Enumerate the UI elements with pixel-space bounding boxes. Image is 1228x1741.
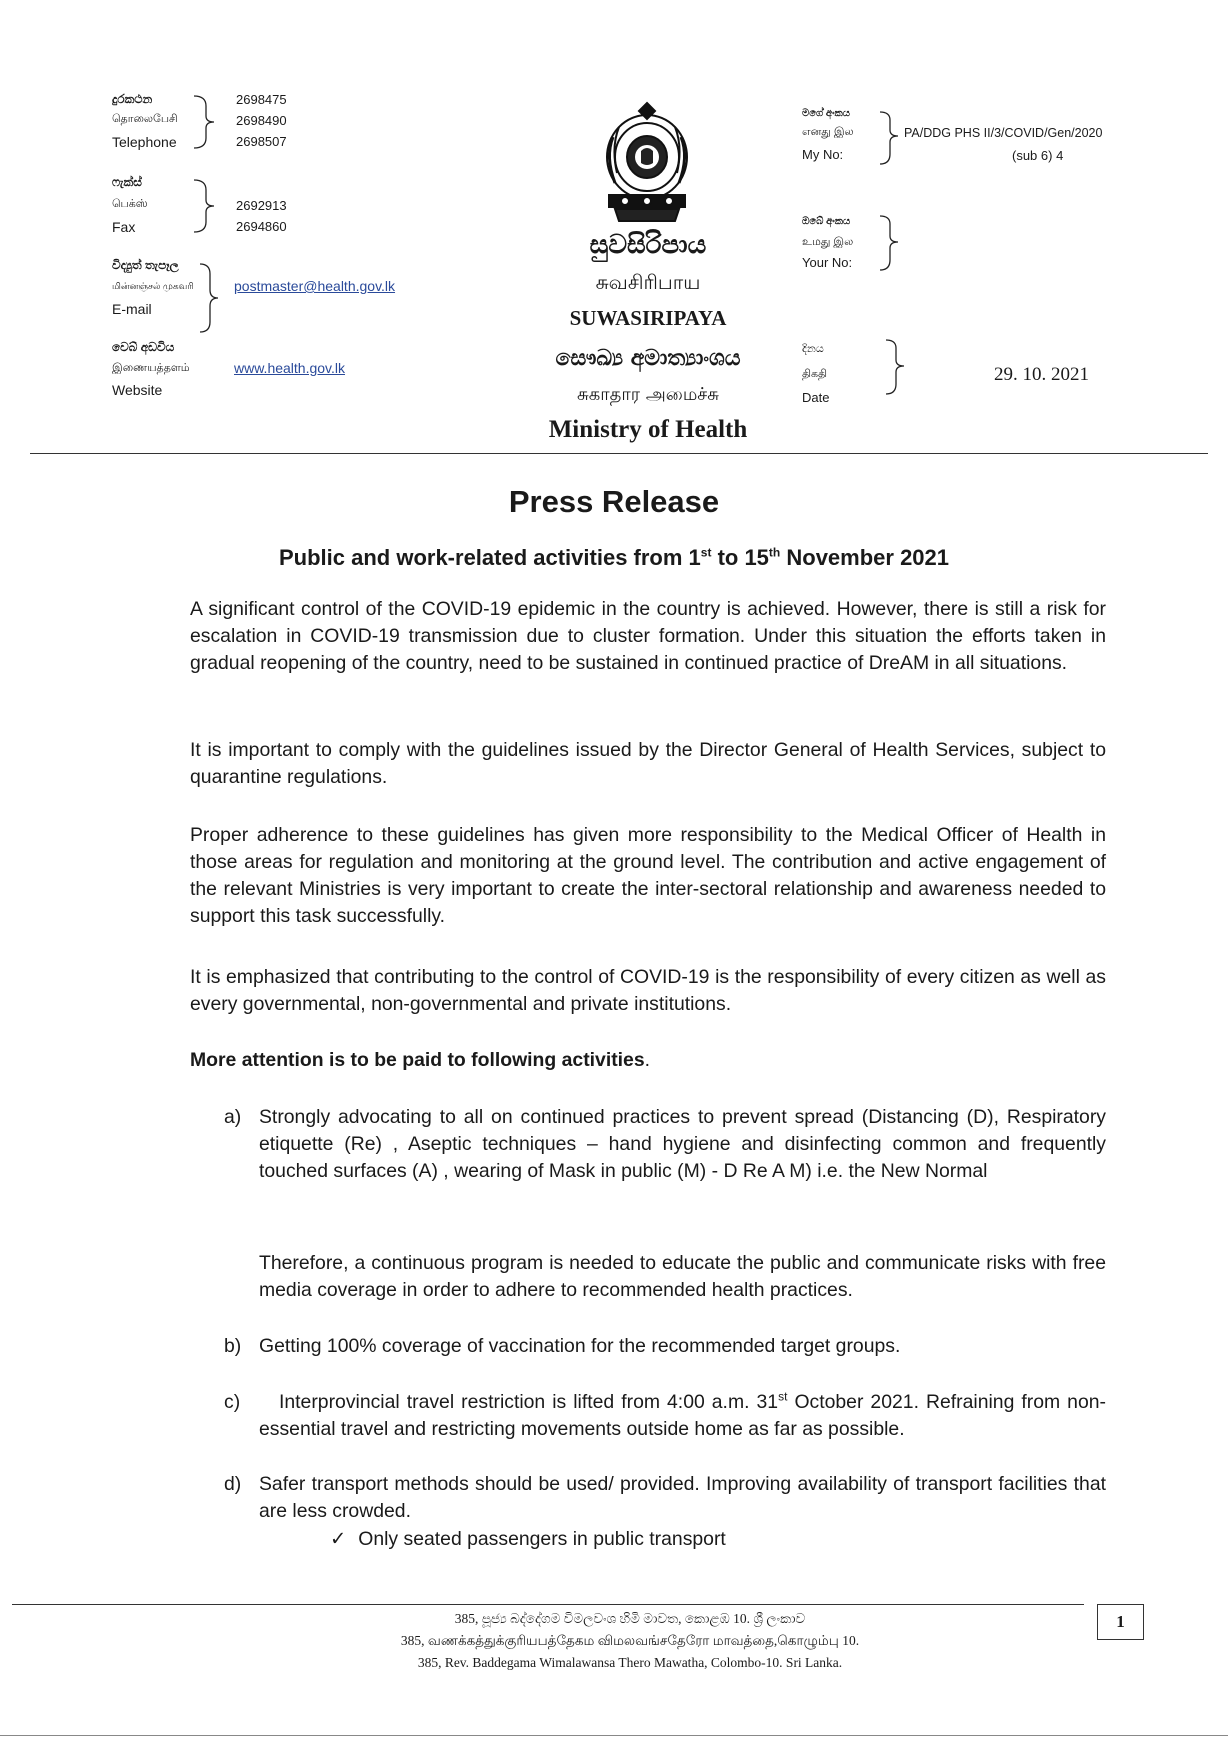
item-b-text: Getting 100% coverage of vaccination for the recommended target groups. [259,1335,901,1357]
check-mark-icon: ✓ [330,1527,347,1550]
footer-address-en: 385, Rev. Baddegama Wimalawansa Thero Mawatha, Colombo-10. Sri Lanka. [417,1655,843,1670]
page-number: 1 [1097,1604,1144,1640]
fax-label: Fax [112,219,136,235]
suwasiripaya-sinhala: සුවසිරිපාය [589,230,707,260]
item-b-marker: b) [224,1335,242,1357]
telephone-number-2: 2698490 [236,113,287,128]
email-brace-icon [196,260,222,336]
item-a-marker: a) [224,1106,242,1128]
item-c-text: Interprovincial travel restriction is lifted from 4:00 a.m. 31st October 2021. Refraining from non-essential travel and restricting movements outside home as far as possible. [259,1389,1106,1440]
ministry-english: Ministry of Health [548,416,748,443]
telephone-number-1: 2698475 [236,92,287,107]
my-no-brace-icon [876,108,900,168]
email-label-si: විද්‍යුත් තැපෑල [112,258,179,272]
my-no-value-line2: (sub 6) 4 [1012,148,1064,163]
item-d-text: Safer transport methods should be used/ provided. Improving availability of transport facilities that are less crowded. [259,1473,1106,1522]
item-a-text: Strongly advocating to all on continued practices to prevent spread (Distancing (D), Respiratory etiquette (Re) , Aseptic techniques – hand hygiene and disinfecting common and frequently touched surfaces (A) , wearing of Mask in public (M) - D Re A M) i.e. the New Normal [259,1106,1106,1182]
item-d-marker: d) [224,1473,242,1495]
my-no-label-si: මගේ අංකය [802,108,850,119]
document-title: Press Release [508,484,720,519]
website-link[interactable]: www.health.gov.lk [234,360,346,376]
telephone-number-3: 2698507 [236,134,287,149]
your-no-label-si: ඔබේ අංකය [802,216,851,227]
ministry-sinhala: සෞඛ්‍ය අමාත්‍යාංශය [555,345,741,371]
suwasiripaya-tamil: சுவசிரிபாய [595,270,701,294]
item-a-followup: Therefore, a continuous program is needed to educate the public and communicate risks with free media coverage in order to adhere to recommended health practices. [259,1252,1106,1301]
your-no-brace-icon [876,212,900,274]
your-no-label: Your No: [802,255,853,270]
telephone-label-ta: தொலைபேசி [112,113,178,125]
paragraph-2: It is important to comply with the guidelines issued by the Director General of Health Services, subject to quarantine regulations. [190,739,1106,788]
date-label: Date [802,390,830,405]
attention-heading: More attention is to be paid to following activities. [190,1049,651,1071]
footer-address-si: 385, පූජ්‍ය බද්දේගම විමලවංශ හිමි මාවත, කොළඹ 10. ශ්‍රී ලංකාව [454,1611,806,1626]
fax-label-ta: பெக்ஸ் [112,198,148,210]
website-label: Website [112,382,163,398]
fax-number-1: 2692913 [236,198,287,213]
telephone-brace-icon [190,92,216,152]
your-no-label-ta: உமது இல [802,236,854,248]
ministry-tamil: சுகாதார அமைச்சு [576,384,720,405]
header-divider [30,453,1208,454]
telephone-label-si: දුරකථන [112,92,153,106]
fax-label-si: ෆැක්ස් [112,175,142,189]
page-bottom-edge [0,1735,1228,1736]
item-c-marker: c) [224,1391,241,1413]
national-emblem-icon [595,97,699,225]
email-label: E-mail [112,301,152,317]
paragraph-1: A significant control of the COVID-19 epidemic in the country is achieved. However, there is still a risk for escalation in COVID-19 transmission due to cluster formation. Under this situation the efforts taken in gradual reopening of the country, need to be sustained in continued practice of DreAM in all situations. [190,598,1106,674]
fax-number-2: 2694860 [236,219,287,234]
suwasiripaya-english: SUWASIRIPAYA [569,306,727,330]
my-no-label: My No: [802,147,844,162]
footer-address-ta: 385, வணக்கத்துக்குரியபத்தேகம விமலவங்சதேரோ மாவத்தை,கொழும்பு 10. [400,1633,860,1648]
item-d-bullet: ✓ Only seated passengers in public transport [330,1527,726,1550]
paragraph-3: Proper adherence to these guidelines has given more responsibility to the Medical Officer of Health in those areas for regulation and monitoring at the ground level. The contribution and active engagement of the relevant Ministries is very important to create the inter-sectoral relationship and awareness needed to support this task successfully. [190,824,1106,927]
document-subtitle: Public and work-related activities from 1st to 15th November 2021 [278,545,950,570]
telephone-label: Telephone [112,134,177,150]
email-link[interactable]: postmaster@health.gov.lk [234,278,396,294]
website-label-ta: இணையத்தளம் [112,362,190,374]
date-label-si: දිනය [802,343,824,355]
date-brace-icon [882,336,908,398]
footer-divider [12,1604,1084,1605]
paragraph-4: It is emphasized that contributing to the control of COVID-19 is the responsibility of every citizen as well as every governmental, non-governmental and private institutions. [190,966,1106,1015]
my-no-value: PA/DDG PHS II/3/COVID/Gen/2020 [904,126,1103,140]
email-label-ta: மின்னஞ்சல் முகவரி [112,281,194,291]
date-value: 29. 10. 2021 [994,364,1089,385]
fax-brace-icon [190,176,216,236]
my-no-label-ta: எனது இல [802,126,854,138]
website-label-si: වෙබ් අඩවිය [112,340,175,354]
date-label-ta: திகதி [802,368,828,380]
